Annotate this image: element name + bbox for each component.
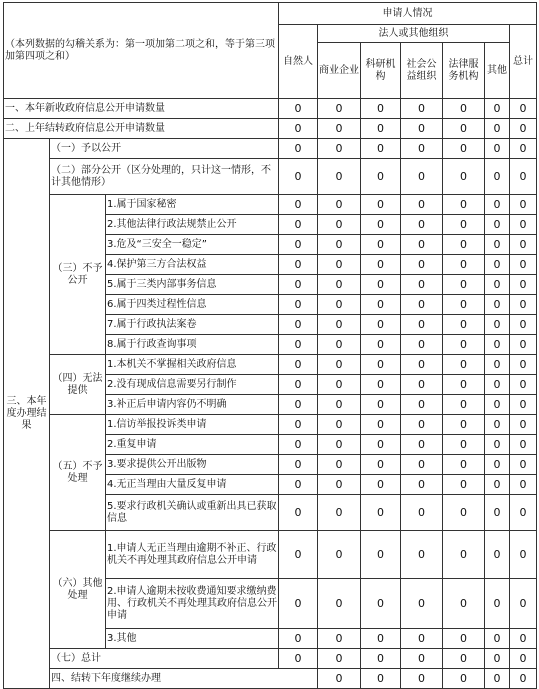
header-sub-col: 其他 bbox=[485, 43, 510, 99]
cell-value: 0 bbox=[510, 275, 537, 295]
cell-value: 0 bbox=[401, 649, 443, 669]
item-label: 2.没有现成信息需要另行制作 bbox=[106, 375, 279, 395]
cell-value: 0 bbox=[443, 335, 485, 355]
cell-value: 0 bbox=[443, 475, 485, 495]
cell-value: 0 bbox=[510, 99, 537, 119]
cell-value: 0 bbox=[279, 415, 318, 435]
cell-value: 0 bbox=[401, 435, 443, 455]
item-label: 6.属于四类过程性信息 bbox=[106, 295, 279, 315]
cell-value: 0 bbox=[401, 335, 443, 355]
cell-value: 0 bbox=[485, 475, 510, 495]
cell-value: 0 bbox=[485, 395, 510, 415]
cell-value: 0 bbox=[318, 395, 361, 415]
cell-value: 0 bbox=[510, 669, 537, 689]
cell-value: 0 bbox=[443, 669, 485, 689]
cell-value: 0 bbox=[318, 629, 361, 649]
cell-value: 0 bbox=[318, 495, 361, 531]
cell-value: 0 bbox=[510, 629, 537, 649]
cell-value: 0 bbox=[485, 415, 510, 435]
cell-value: 0 bbox=[361, 629, 401, 649]
cell-value: 0 bbox=[279, 315, 318, 335]
header-sub-col: 社会公益组织 bbox=[401, 43, 443, 99]
cell-value: 0 bbox=[361, 295, 401, 315]
cell-value: 0 bbox=[401, 295, 443, 315]
cell-value: 0 bbox=[279, 649, 318, 669]
cell-value: 0 bbox=[485, 579, 510, 629]
cell-value: 0 bbox=[510, 255, 537, 275]
cell-value: 0 bbox=[318, 649, 361, 669]
group-label: （三）不予公开 bbox=[50, 195, 106, 355]
cell-value: 0 bbox=[401, 315, 443, 335]
cell-value: 0 bbox=[485, 375, 510, 395]
cell-value: 0 bbox=[279, 395, 318, 415]
cell-value: 0 bbox=[510, 455, 537, 475]
cell-value: 0 bbox=[485, 531, 510, 579]
cell-value: 0 bbox=[361, 395, 401, 415]
cell-value: 0 bbox=[318, 355, 361, 375]
cell-value: 0 bbox=[443, 435, 485, 455]
cell-value: 0 bbox=[510, 435, 537, 455]
cell-value: 0 bbox=[361, 215, 401, 235]
cell-value: 0 bbox=[279, 475, 318, 495]
group-label: （二）部分公开（区分处理的，只计这一情形，不计其他情形） bbox=[50, 159, 279, 195]
table-row bbox=[4, 355, 537, 375]
cell-value: 0 bbox=[361, 159, 401, 195]
cell-value: 0 bbox=[318, 455, 361, 475]
item-label: 2.申请人逾期未按收费通知要求缴纳费用、行政机关不再处理其政府信息公开申请 bbox=[106, 579, 279, 629]
cell-value: 0 bbox=[485, 295, 510, 315]
cell-value: 0 bbox=[443, 139, 485, 159]
group-label: （四）无法提供 bbox=[50, 355, 106, 415]
cell-value: 0 bbox=[510, 195, 537, 215]
cell-value: 0 bbox=[401, 579, 443, 629]
cell-value: 0 bbox=[485, 139, 510, 159]
cell-value: 0 bbox=[279, 235, 318, 255]
cell-value: 0 bbox=[485, 455, 510, 475]
cell-value: 0 bbox=[443, 255, 485, 275]
cell-value: 0 bbox=[443, 119, 485, 139]
cell-value: 0 bbox=[279, 215, 318, 235]
header-natural: 自然人 bbox=[279, 25, 318, 99]
group-label: （五）不予处理 bbox=[50, 415, 106, 531]
cell-value: 0 bbox=[485, 435, 510, 455]
cell-value: 0 bbox=[510, 495, 537, 531]
cell-value: 0 bbox=[443, 315, 485, 335]
cell-value: 0 bbox=[279, 531, 318, 579]
cell-value: 0 bbox=[510, 159, 537, 195]
table-row bbox=[4, 415, 537, 435]
cell-value: 0 bbox=[443, 395, 485, 415]
cell-value: 0 bbox=[279, 495, 318, 531]
item-label: 2.重复申请 bbox=[106, 435, 279, 455]
cell-value: 0 bbox=[401, 119, 443, 139]
table-row bbox=[4, 531, 537, 579]
cell-value: 0 bbox=[401, 629, 443, 649]
cell-value: 0 bbox=[401, 375, 443, 395]
cell-value: 0 bbox=[443, 159, 485, 195]
cell-value: 0 bbox=[510, 375, 537, 395]
cell-value: 0 bbox=[401, 355, 443, 375]
header-total: 总计 bbox=[510, 25, 537, 99]
cell-value: 0 bbox=[318, 375, 361, 395]
cell-value: 0 bbox=[401, 669, 443, 689]
group-label: （六）其他处理 bbox=[50, 531, 106, 649]
header-sub-col: 科研机构 bbox=[361, 43, 401, 99]
cell-value: 0 bbox=[318, 415, 361, 435]
table-row bbox=[4, 195, 537, 215]
cell-value: 0 bbox=[279, 579, 318, 629]
item-label: 1.申请人无正当理由逾期不补正、行政机关不再处理其政府信息公开申请 bbox=[106, 531, 279, 579]
cell-value: 0 bbox=[279, 629, 318, 649]
cell-value: 0 bbox=[279, 455, 318, 475]
cell-value: 0 bbox=[510, 315, 537, 335]
cell-value: 0 bbox=[401, 255, 443, 275]
cell-value: 0 bbox=[443, 629, 485, 649]
item-label: 1.信访举报投诉类申请 bbox=[106, 415, 279, 435]
cell-value: 0 bbox=[401, 475, 443, 495]
cell-value: 0 bbox=[361, 99, 401, 119]
cell-value: 0 bbox=[485, 495, 510, 531]
header-note: （本列数据的勾稽关系为：第一项加第二项之和，等于第三项加第四项之和） bbox=[4, 3, 279, 99]
cell-value: 0 bbox=[318, 669, 361, 689]
cell-value: 0 bbox=[318, 235, 361, 255]
cell-value: 0 bbox=[485, 649, 510, 669]
cell-value: 0 bbox=[279, 335, 318, 355]
report-table bbox=[3, 2, 537, 689]
cell-value: 0 bbox=[318, 475, 361, 495]
cell-value: 0 bbox=[443, 99, 485, 119]
cell-value: 0 bbox=[279, 119, 318, 139]
cell-value: 0 bbox=[443, 579, 485, 629]
cell-value: 0 bbox=[401, 235, 443, 255]
cell-value: 0 bbox=[279, 195, 318, 215]
cell-value: 0 bbox=[510, 415, 537, 435]
cell-value: 0 bbox=[401, 275, 443, 295]
cell-value: 0 bbox=[318, 195, 361, 215]
cell-value: 0 bbox=[443, 415, 485, 435]
cell-value: 0 bbox=[401, 415, 443, 435]
item-label: 3.补正后申请内容仍不明确 bbox=[106, 395, 279, 415]
row-label: 一、本年新收政府信息公开申请数量 bbox=[4, 99, 279, 119]
item-label: 8.属于行政查询事项 bbox=[106, 335, 279, 355]
cell-value: 0 bbox=[361, 119, 401, 139]
cell-value: 0 bbox=[443, 495, 485, 531]
cell-value: 0 bbox=[318, 275, 361, 295]
cell-value: 0 bbox=[443, 235, 485, 255]
table-row bbox=[4, 159, 537, 195]
item-label: 5.要求行政机关确认或重新出具已获取信息 bbox=[106, 495, 279, 531]
cell-value: 0 bbox=[318, 579, 361, 629]
cell-value: 0 bbox=[361, 255, 401, 275]
item-label: 1.本机关不掌握相关政府信息 bbox=[106, 355, 279, 375]
item-label: 7.属于行政执法案卷 bbox=[106, 315, 279, 335]
cell-value: 0 bbox=[361, 315, 401, 335]
cell-value: 0 bbox=[443, 215, 485, 235]
cell-value: 0 bbox=[485, 669, 510, 689]
cell-value: 0 bbox=[510, 335, 537, 355]
cell-value: 0 bbox=[510, 355, 537, 375]
cell-value: 0 bbox=[318, 435, 361, 455]
cell-value: 0 bbox=[401, 455, 443, 475]
table-row bbox=[4, 649, 537, 669]
table-row bbox=[4, 139, 537, 159]
cell-value: 0 bbox=[318, 315, 361, 335]
header-sub-col: 法律服务机构 bbox=[443, 43, 485, 99]
cell-value: 0 bbox=[279, 275, 318, 295]
cell-value: 0 bbox=[485, 355, 510, 375]
cell-value: 0 bbox=[401, 159, 443, 195]
cell-value: 0 bbox=[401, 215, 443, 235]
cell-value: 0 bbox=[510, 649, 537, 669]
cell-value: 0 bbox=[485, 275, 510, 295]
table-row bbox=[4, 119, 537, 139]
cell-value: 0 bbox=[318, 99, 361, 119]
cell-value: 0 bbox=[318, 119, 361, 139]
cell-value: 0 bbox=[279, 99, 318, 119]
cell-value: 0 bbox=[401, 531, 443, 579]
cell-value: 0 bbox=[485, 629, 510, 649]
cell-value: 0 bbox=[318, 531, 361, 579]
cell-value: 0 bbox=[485, 255, 510, 275]
cell-value: 0 bbox=[510, 235, 537, 255]
cell-value: 0 bbox=[443, 355, 485, 375]
cell-value: 0 bbox=[401, 195, 443, 215]
item-label: 3.其他 bbox=[106, 629, 279, 649]
table-row bbox=[4, 669, 537, 689]
cell-value: 0 bbox=[443, 275, 485, 295]
item-label: 4.保护第三方合法权益 bbox=[106, 255, 279, 275]
cell-value: 0 bbox=[361, 495, 401, 531]
cell-value: 0 bbox=[485, 195, 510, 215]
cell-value: 0 bbox=[401, 139, 443, 159]
item-label: 2.其他法律行政法规禁止公开 bbox=[106, 215, 279, 235]
cell-value: 0 bbox=[510, 531, 537, 579]
cell-value: 0 bbox=[443, 195, 485, 215]
cell-value: 0 bbox=[443, 531, 485, 579]
cell-value: 0 bbox=[279, 355, 318, 375]
cell-value: 0 bbox=[279, 159, 318, 195]
cell-value: 0 bbox=[361, 139, 401, 159]
cell-value: 0 bbox=[443, 295, 485, 315]
header-applicant: 申请人情况 bbox=[279, 3, 537, 25]
cell-value: 0 bbox=[361, 579, 401, 629]
row-label: 四、结转下年度继续办理 bbox=[50, 669, 318, 689]
cell-value: 0 bbox=[510, 139, 537, 159]
cell-value: 0 bbox=[485, 159, 510, 195]
group-label: （七）总计 bbox=[50, 649, 279, 669]
cell-value: 0 bbox=[510, 475, 537, 495]
cell-value: 0 bbox=[510, 295, 537, 315]
cell-value: 0 bbox=[361, 355, 401, 375]
cell-value: 0 bbox=[361, 235, 401, 255]
cell-value: 0 bbox=[401, 495, 443, 531]
cell-value: 0 bbox=[485, 119, 510, 139]
cell-value: 0 bbox=[510, 215, 537, 235]
cell-value: 0 bbox=[443, 455, 485, 475]
cell-value: 0 bbox=[361, 195, 401, 215]
cell-value: 0 bbox=[510, 395, 537, 415]
item-label: 3.要求提供公开出版物 bbox=[106, 455, 279, 475]
cell-value: 0 bbox=[510, 579, 537, 629]
cell-value: 0 bbox=[361, 669, 401, 689]
cell-value: 0 bbox=[318, 139, 361, 159]
cell-value: 0 bbox=[361, 649, 401, 669]
item-label: 5.属于三类内部事务信息 bbox=[106, 275, 279, 295]
cell-value: 0 bbox=[510, 119, 537, 139]
cell-value: 0 bbox=[485, 99, 510, 119]
cell-value: 0 bbox=[279, 295, 318, 315]
item-label: 3.危及“三安全一稳定” bbox=[106, 235, 279, 255]
cell-value: 0 bbox=[443, 649, 485, 669]
cell-value: 0 bbox=[361, 415, 401, 435]
cell-value: 0 bbox=[361, 275, 401, 295]
cell-value: 0 bbox=[361, 335, 401, 355]
cell-value: 0 bbox=[361, 531, 401, 579]
cell-value: 0 bbox=[485, 235, 510, 255]
cell-value: 0 bbox=[485, 215, 510, 235]
cell-value: 0 bbox=[318, 295, 361, 315]
cell-value: 0 bbox=[361, 475, 401, 495]
group-label: （一）予以公开 bbox=[50, 139, 279, 159]
cell-value: 0 bbox=[279, 435, 318, 455]
cell-value: 0 bbox=[401, 395, 443, 415]
cell-value: 0 bbox=[361, 375, 401, 395]
item-label: 4.无正当理由大量反复申请 bbox=[106, 475, 279, 495]
item-label: 1.属于国家秘密 bbox=[106, 195, 279, 215]
cell-value: 0 bbox=[361, 455, 401, 475]
cell-value: 0 bbox=[318, 335, 361, 355]
cell-value: 0 bbox=[318, 255, 361, 275]
row-label: 二、上年结转政府信息公开申请数量 bbox=[4, 119, 279, 139]
section3-label: 三、本年度办理结果 bbox=[4, 139, 50, 689]
cell-value: 0 bbox=[443, 375, 485, 395]
header-legal-group: 法人或其他组织 bbox=[318, 25, 510, 43]
cell-value: 0 bbox=[279, 375, 318, 395]
cell-value: 0 bbox=[485, 335, 510, 355]
cell-value: 0 bbox=[318, 215, 361, 235]
cell-value: 0 bbox=[485, 315, 510, 335]
cell-value: 0 bbox=[361, 435, 401, 455]
header-sub-col: 商业企业 bbox=[318, 43, 361, 99]
cell-value: 0 bbox=[279, 139, 318, 159]
cell-value: 0 bbox=[401, 99, 443, 119]
table-row bbox=[4, 99, 537, 119]
cell-value: 0 bbox=[318, 159, 361, 195]
cell-value: 0 bbox=[279, 255, 318, 275]
